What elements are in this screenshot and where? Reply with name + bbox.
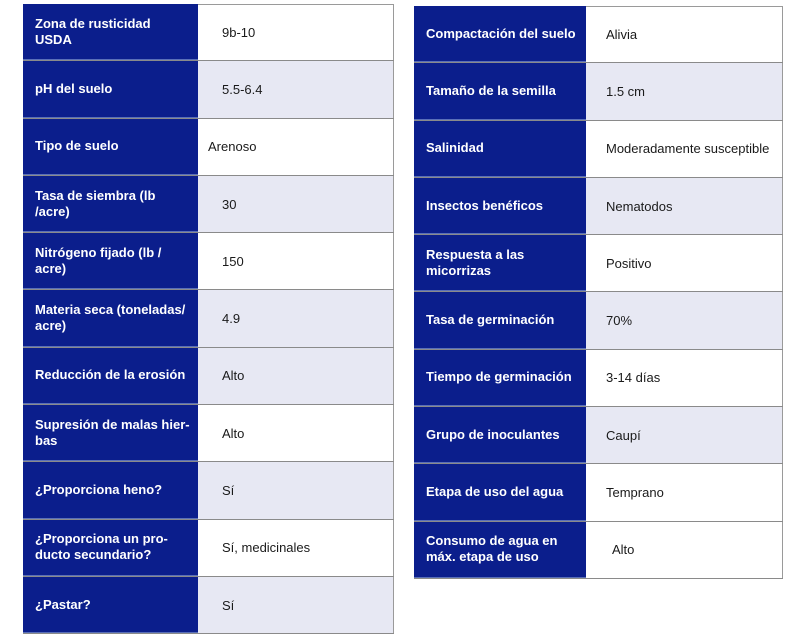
row-label: Etapa de uso del agua [414, 464, 586, 520]
table-row [23, 4, 394, 61]
row-value: 1.5 cm [586, 63, 783, 119]
row-value: Caupí [586, 407, 783, 463]
table-row [414, 178, 783, 235]
row-value: Arenoso [198, 119, 394, 175]
row-label: Consumo de agua en máx. etapa de uso [414, 522, 586, 578]
row-label: Salinidad [414, 121, 586, 177]
table-row [414, 121, 783, 178]
row-value: Moderadamente susceptible [586, 121, 783, 177]
row-value: Nematodos [586, 178, 783, 234]
row-value: 150 [198, 233, 394, 289]
table-row [414, 292, 783, 349]
table-row [414, 522, 783, 579]
row-label: Tipo de suelo [23, 119, 198, 175]
row-label: Zona de rusticidad USDA [23, 4, 198, 60]
row-value: 3-14 días [586, 350, 783, 406]
table-row [414, 407, 783, 464]
row-value: Alto [198, 405, 394, 461]
row-label: Materia seca (toneladas/ acre) [23, 290, 198, 346]
row-label: ¿Pastar? [23, 577, 198, 633]
table-row [23, 176, 394, 233]
table-row [414, 464, 783, 521]
table-row [23, 348, 394, 405]
row-label: Reducción de la erosión [23, 348, 198, 404]
row-value: 4.9 [198, 290, 394, 346]
row-label: Insectos benéficos [414, 178, 586, 234]
row-label: Supresión de malas hier-bas [23, 405, 198, 461]
row-label: Tamaño de la semilla [414, 63, 586, 119]
table-row [23, 290, 394, 347]
row-label: ¿Proporciona heno? [23, 462, 198, 518]
table-row [23, 577, 394, 634]
table-row [414, 235, 783, 292]
table-row [23, 520, 394, 577]
row-label: Tasa de germinación [414, 292, 586, 348]
row-label: ¿Proporciona un pro-ducto secundario? [23, 520, 198, 576]
table-row [414, 63, 783, 120]
row-label: pH del suelo [23, 61, 198, 117]
row-label: Nitrógeno fijado (lb / acre) [23, 233, 198, 289]
row-value: 70% [586, 292, 783, 348]
row-value: Temprano [586, 464, 783, 520]
table-row [23, 462, 394, 519]
row-value: Sí, medicinales [198, 520, 394, 576]
row-value: 5.5-6.4 [198, 61, 394, 117]
row-label: Grupo de inoculantes [414, 407, 586, 463]
row-value: Alivia [586, 6, 783, 62]
row-value: Alto [586, 522, 783, 578]
row-label: Compactación del suelo [414, 6, 586, 62]
table-row [23, 119, 394, 176]
table-row [414, 350, 783, 407]
row-label: Tasa de siembra (lb /acre) [23, 176, 198, 232]
table-row [23, 405, 394, 462]
table-row [23, 233, 394, 290]
row-value: Sí [198, 462, 394, 518]
row-value: Alto [198, 348, 394, 404]
table-row [414, 6, 783, 63]
table-row [23, 61, 394, 118]
row-value: Sí [198, 577, 394, 633]
row-label: Respuesta a las micorrizas [414, 235, 586, 291]
row-value: Positivo [586, 235, 783, 291]
right-properties-table [414, 6, 783, 579]
row-label: Tiempo de germinación [414, 350, 586, 406]
left-properties-table [23, 4, 394, 634]
row-value: 30 [198, 176, 394, 232]
row-value: 9b-10 [198, 4, 394, 60]
